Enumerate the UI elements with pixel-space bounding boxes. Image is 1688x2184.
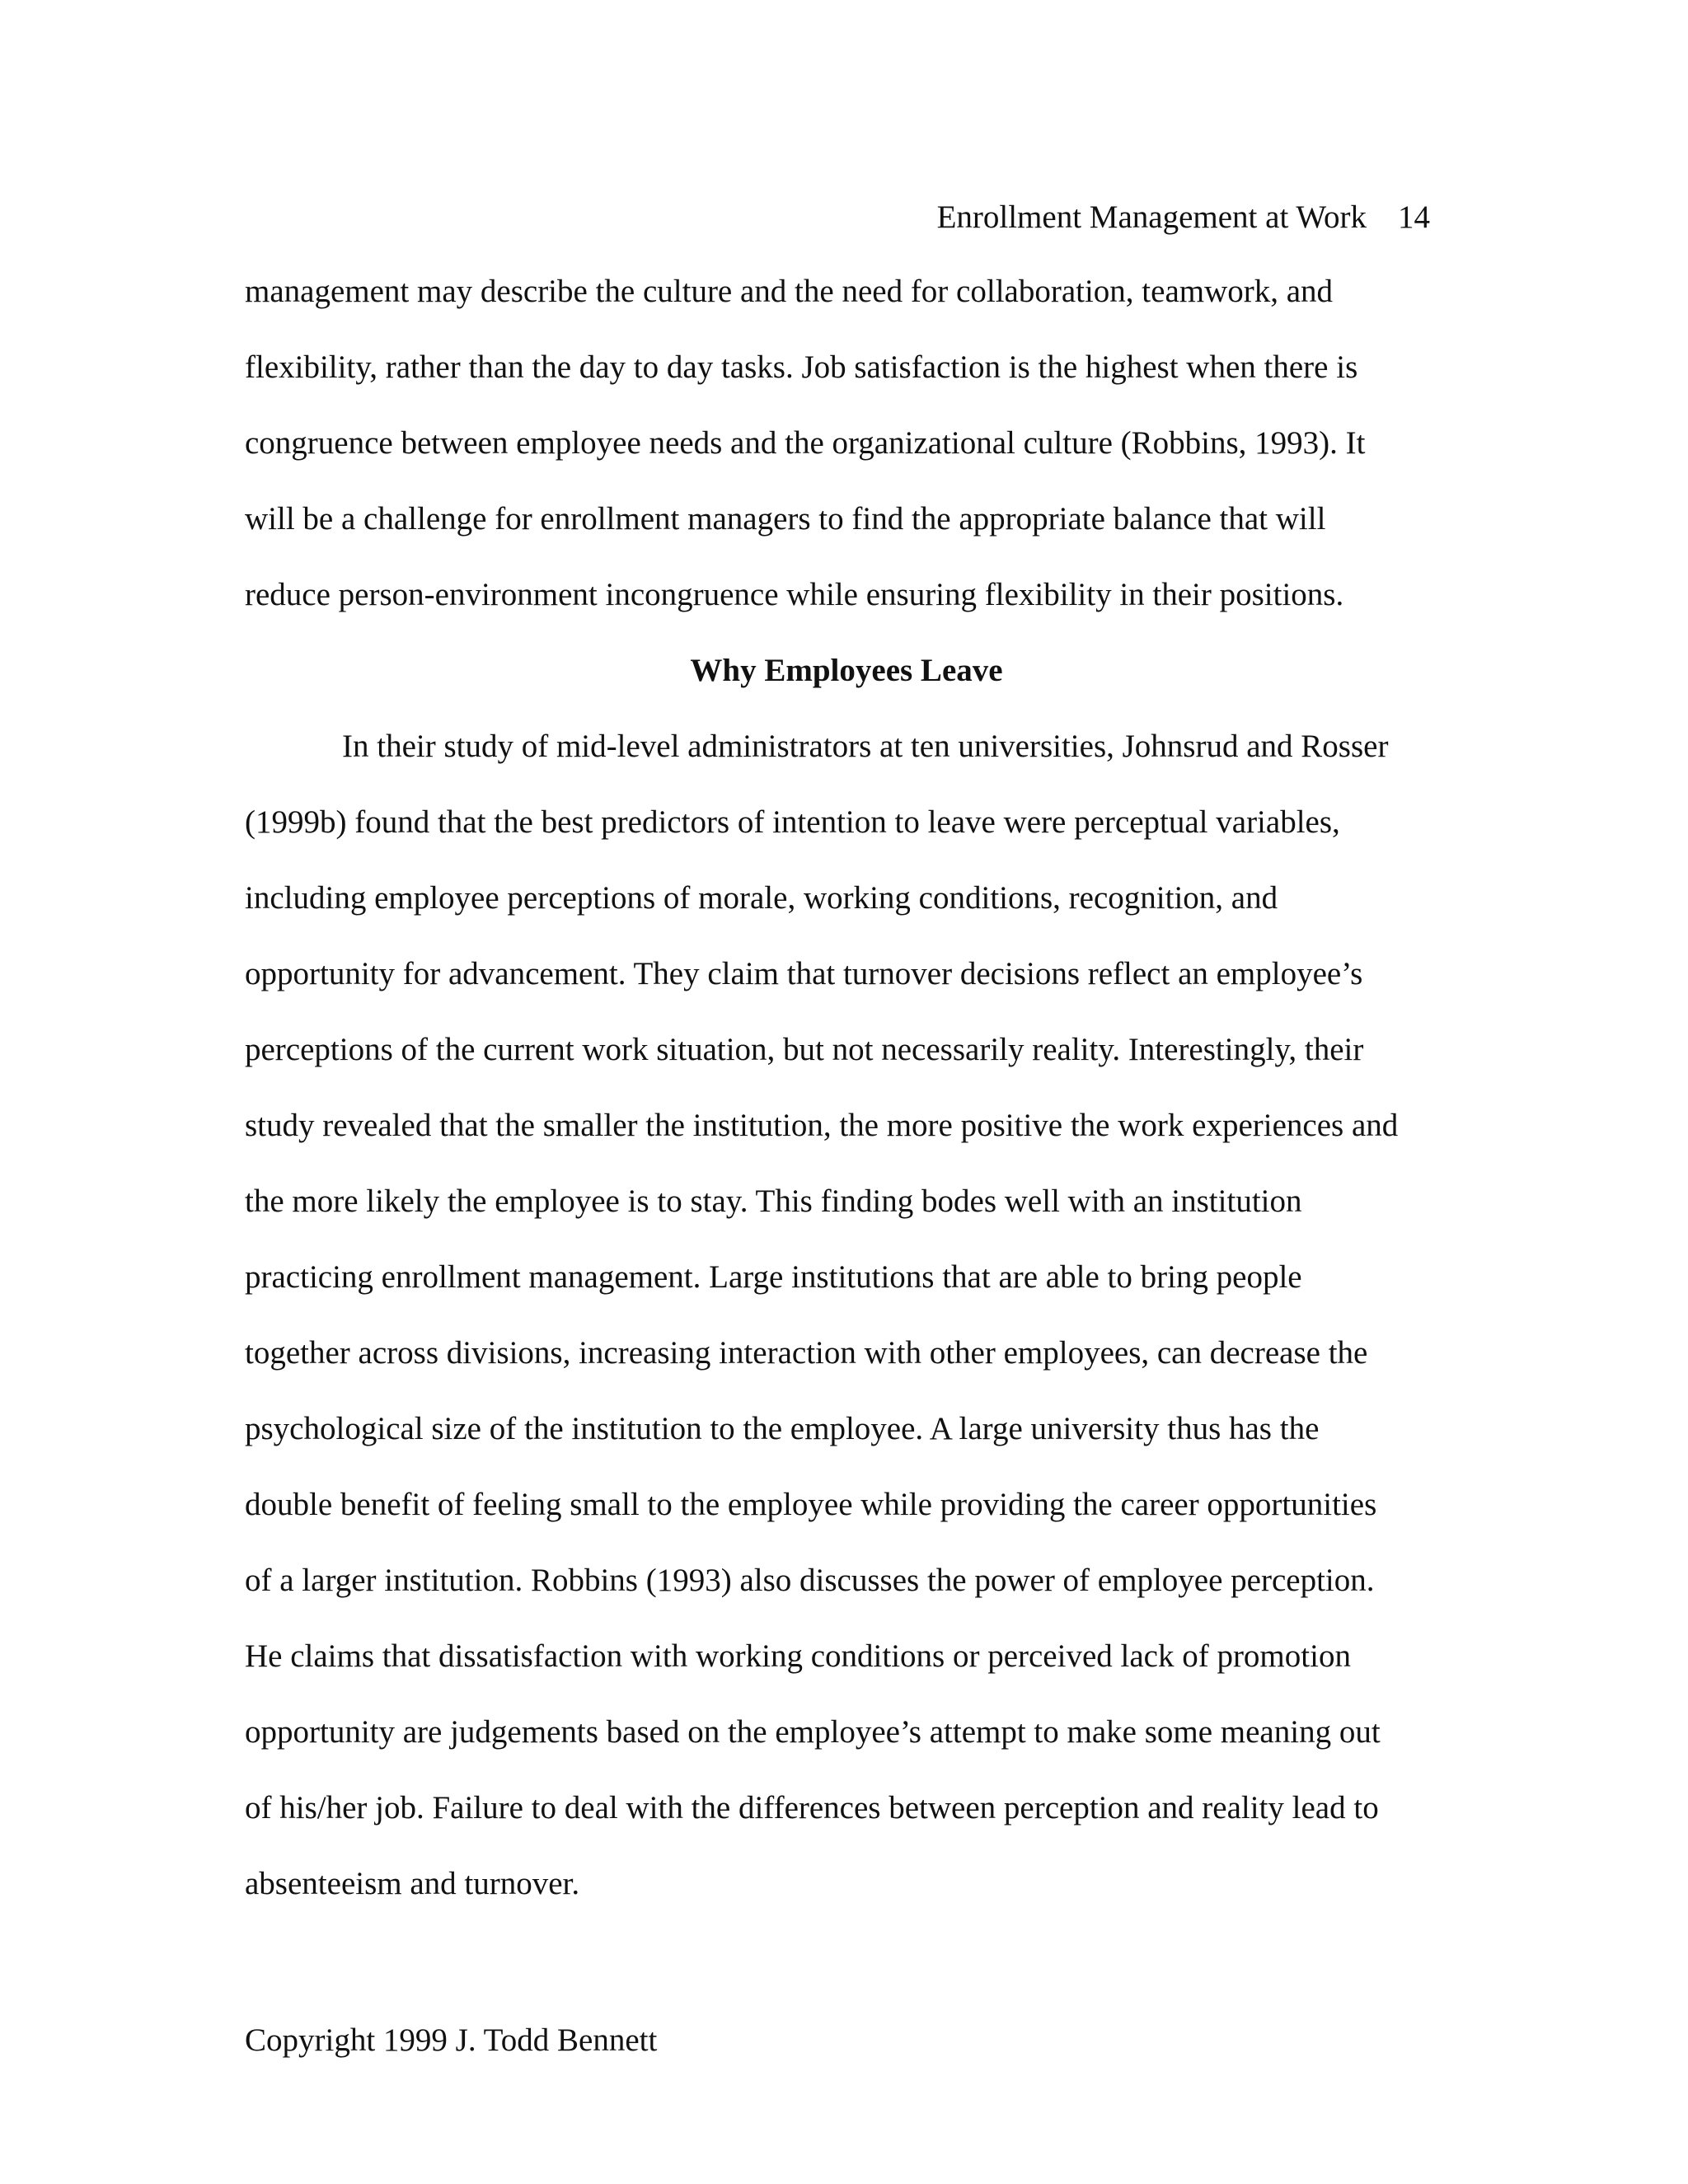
running-head-title: Enrollment Management at Work [936, 199, 1367, 235]
text-line: He claims that dissatisfaction with working conditions or perceived lack of promotion [245, 1638, 1351, 1674]
text-line: absenteeism and turnover. [245, 1866, 580, 1901]
text-line: double benefit of feeling small to the employee while providing the career opportunities [245, 1487, 1377, 1522]
text-line: management may describe the culture and the need for collaboration, teamwork, and [245, 274, 1334, 309]
text-line: practicing enrollment management. Large institutions that are able to bring people [245, 1259, 1302, 1295]
section-heading: Why Employees Leave [690, 653, 1003, 688]
text-line: perceptions of the current work situation, but not necessarily reality. Interestingly, their [245, 1032, 1364, 1067]
body-text [245, 269, 1432, 1937]
text-line: opportunity are judgements based on the employee’s attempt to make some meaning out [245, 1714, 1381, 1750]
text-line: together across divisions, increasing interaction with other employees, can decrease the [245, 1335, 1368, 1371]
paragraph-1 [245, 269, 1432, 648]
paragraph-2 [245, 724, 1432, 1937]
text-line: (1999b) found that the best predictors of intention to leave were perceptual variables, [245, 804, 1340, 840]
text-line: flexibility, rather than the day to day tasks. Job satisfaction is the highest when there is [245, 349, 1358, 385]
text-line: opportunity for advancement. They claim that turnover decisions reflect an employee’s [245, 956, 1363, 991]
text-line: study revealed that the smaller the institution, the more positive the work experiences and [245, 1108, 1399, 1143]
text-line: will be a challenge for enrollment managers to find the appropriate balance that will [245, 501, 1326, 537]
text-line: In their study of mid-level administrators at ten universities, Johnsrud and Rosser [342, 729, 1389, 764]
text-line: of his/her job. Failure to deal with the differences between perception and reality lead to [245, 1790, 1379, 1825]
text-line: psychological size of the institution to the employee. A large university thus has the [245, 1411, 1320, 1446]
text-line: of a larger institution. Robbins (1993) also discusses the power of employee perception. [245, 1563, 1375, 1598]
text-line: reduce person-environment incongruence while ensuring flexibility in their positions. [245, 577, 1344, 612]
text-line: congruence between employee needs and the organizational culture (Robbins, 1993). It [245, 425, 1366, 461]
copyright-footer: Copyright 1999 J. Todd Bennett [245, 2022, 658, 2058]
text-line: the more likely the employee is to stay. This finding bodes well with an institution [245, 1183, 1302, 1219]
text-line: including employee perceptions of morale, working conditions, recognition, and [245, 880, 1278, 916]
page-number: 14 [1398, 199, 1430, 235]
running-head [937, 194, 1430, 241]
